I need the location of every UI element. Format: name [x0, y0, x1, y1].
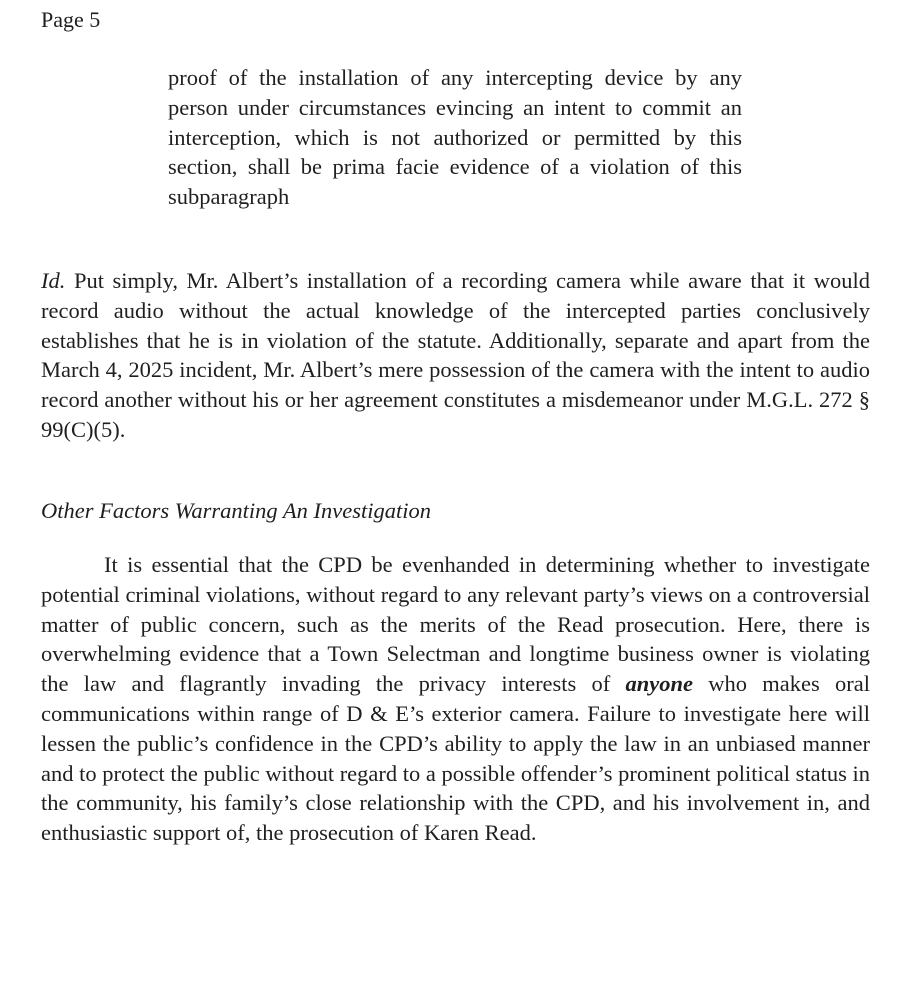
page-number: Page 5	[41, 7, 101, 32]
id-citation: Id.	[41, 268, 66, 293]
paragraph-text-before: It is essential that the CPD be evenhanded in determining whether to investigate potential criminal violations, without regard to any relevant party’s views on a controversial matter of public concern, such as the merits of the Read prosecution. Here, there is overwhelming evidence that a Town Selectman and longtime business owner is violating the law and flagrantly invading the privacy interests of	[41, 552, 870, 697]
paragraph-body: Put simply, Mr. Albert’s installation of a recording camera while aware that it would record audio without the actual knowledge of the intercepted parties conclusively establishes that he is in violation of the statute. Additionally, separate and apart from the March 4, 2025 incident, Mr. Albert’s mere possession of the camera with the intent to audio record another without his or her agreement constitutes a misdemeanor under M.G.L. 272 § 99(C)(5).	[41, 268, 870, 442]
block-quote: proof of the installation of any intercepting device by any person under circumstances evincing an intent to commit an interception, which is not authorized or permitted by this section, shall be prima facie evidence of a violation of this subparagraph	[168, 65, 742, 210]
paragraph-other-factors	[41, 550, 870, 848]
section-heading: Other Factors Warranting An Investigation	[41, 498, 431, 523]
paragraph-text-after: who makes oral communications within range of D & E’s exterior camera. Failure to investigate here will lessen the public’s confidence in the CPD’s ability to apply the law in an unbiased manner and to protect the public without regard to a possible offender’s prominent political status in the community, his family’s close relationship with the CPD, and his involvement in, and enthusiastic support of, the prosecution of Karen Read.	[41, 671, 870, 846]
paragraph-id-citation	[41, 266, 870, 445]
emphasis-anyone: anyone	[625, 671, 694, 697]
